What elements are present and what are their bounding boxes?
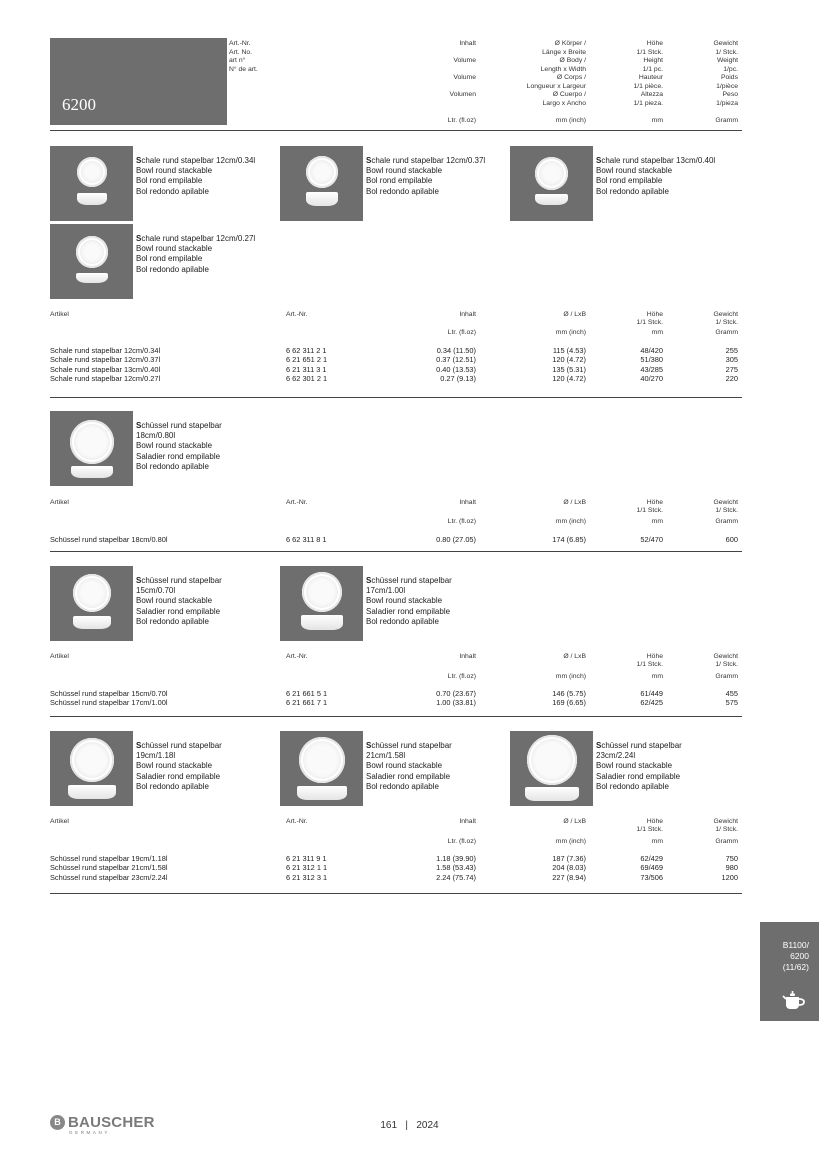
- logo-subline: GERMANY: [69, 1130, 110, 1135]
- cell-volume: 0.40 (13.53): [436, 364, 476, 374]
- cell-article: Schale rund stapelbar 12cm/0.27l: [50, 373, 161, 383]
- cell-article: Schale rund stapelbar 12cm/0.34l: [50, 346, 161, 355]
- cell-weight: 255: [725, 346, 738, 355]
- table-row: [0, 854, 819, 863]
- cell-volume: 1.18 (39.90): [436, 854, 476, 863]
- header-divider: [50, 130, 742, 131]
- cell-height: 48/420: [640, 346, 663, 355]
- cell-article: Schüssel rund stapelbar 19cm/1.18l: [50, 854, 168, 863]
- cell-diameter: 174 (6.85): [552, 535, 586, 544]
- cell-diameter: 120 (4.72): [552, 355, 586, 365]
- table-row: [0, 374, 819, 383]
- logo-wordmark: BAUSCHER: [68, 1113, 155, 1131]
- section-divider: [50, 397, 742, 398]
- cell-article: Schüssel rund stapelbar 15cm/0.70l: [50, 689, 168, 698]
- cell-weight: 1200: [721, 872, 738, 882]
- cell-height: 69/469: [640, 863, 663, 873]
- table-row: [0, 355, 819, 364]
- product-image: [510, 146, 593, 221]
- logo-mark: B: [50, 1115, 65, 1130]
- cell-art-nr: 6 62 301 2 1: [286, 373, 328, 383]
- series-label-box: [50, 38, 227, 125]
- table-row: [0, 346, 819, 355]
- cell-diameter: 146 (5.75): [552, 689, 586, 698]
- cell-weight: 275: [725, 364, 738, 374]
- cell-article: Schüssel rund stapelbar 18cm/0.80l: [50, 535, 168, 544]
- cell-weight: 600: [725, 535, 738, 544]
- product-image: [50, 731, 133, 806]
- cell-weight: 305: [725, 355, 738, 365]
- cell-volume: 0.70 (23.67): [436, 689, 476, 698]
- table-row: [0, 689, 819, 698]
- section-divider: [50, 551, 742, 552]
- cell-diameter: 115 (4.53): [552, 346, 586, 355]
- cell-diameter: 169 (6.65): [552, 698, 586, 708]
- cell-weight: 575: [725, 698, 738, 708]
- cell-weight: 750: [725, 854, 738, 863]
- product-image: [510, 731, 593, 806]
- cell-weight: 220: [725, 373, 738, 383]
- cell-height: 52/470: [640, 535, 663, 544]
- header-height-col: Höhe 1/1 Stck. Height 1/1 pc. Hauteur 1/1 pièce. Altezza 1/1 pieza. mm: [633, 40, 663, 124]
- header-artnr-col: Art.-Nr. Art. No. art n° N° de art.: [229, 40, 258, 73]
- cell-height: 61/449: [640, 689, 663, 698]
- table-row: [0, 873, 819, 882]
- cell-art-nr: 6 21 651 2 1: [286, 355, 328, 365]
- series-number: 6200: [62, 95, 96, 115]
- product-image: [280, 566, 363, 641]
- table-row: [0, 535, 819, 544]
- cell-article: Schale rund stapelbar 12cm/0.37l: [50, 355, 161, 365]
- cell-volume: 1.58 (53.43): [436, 863, 476, 873]
- header-weight-col: Gewicht 1/ Stck. Weight 1/pc. Poids 1/pièce Peso 1/pieza Gramm: [713, 40, 738, 124]
- cell-volume: 2.24 (75.74): [436, 872, 476, 882]
- page-separator: |: [405, 1120, 409, 1131]
- cell-art-nr: 6 21 661 7 1: [286, 698, 328, 708]
- cell-volume: 1.00 (33.81): [436, 698, 476, 708]
- cell-weight: 455: [725, 689, 738, 698]
- catalog-section-tab: B1100/ 6200 (11/62): [760, 922, 819, 1021]
- product-image: [50, 566, 133, 641]
- cell-article: Schale rund stapelbar 13cm/0.40l: [50, 364, 161, 374]
- table-row: [0, 698, 819, 707]
- cell-article: Schüssel rund stapelbar 21cm/1.58l: [50, 863, 168, 873]
- cell-diameter: 187 (7.36): [552, 854, 586, 863]
- page-footer: [0, 1120, 819, 1132]
- catalog-year: 2024: [416, 1120, 439, 1131]
- product-image: [50, 146, 133, 221]
- cell-art-nr: 6 62 311 2 1: [286, 346, 327, 355]
- cell-art-nr: 6 21 311 3 1: [286, 364, 327, 374]
- cell-art-nr: 6 21 312 1 1: [286, 863, 328, 873]
- cell-height: 43/285: [640, 364, 663, 374]
- section-divider: [50, 716, 742, 717]
- product-image: [50, 224, 133, 299]
- product-image: [50, 411, 133, 486]
- cell-diameter: 135 (5.31): [552, 364, 586, 374]
- product-image: [280, 731, 363, 806]
- cell-volume: 0.80 (27.05): [436, 535, 476, 544]
- cell-weight: 980: [725, 863, 738, 873]
- product-image: [280, 146, 363, 221]
- cell-diameter: 227 (8.94): [552, 872, 586, 882]
- section-divider: [50, 893, 742, 894]
- header-inhalt-col: Inhalt Volume Volume Volumen Ltr. (fl.oz): [447, 40, 476, 124]
- cell-art-nr: 6 21 661 5 1: [286, 689, 328, 698]
- cell-art-nr: 6 21 311 9 1: [286, 854, 327, 863]
- cell-height: 62/425: [640, 698, 663, 708]
- cell-height: 40/270: [640, 373, 663, 383]
- header-dimension-col: Ø Körper / Länge x Breite Ø Body / Length x Width Ø Corps / Longueur x Largeur Ø Cuerpo / Largo x Ancho mm (inch): [526, 40, 586, 124]
- cell-art-nr: 6 62 311 8 1: [286, 535, 327, 544]
- cell-article: Schüssel rund stapelbar 23cm/2.24l: [50, 872, 168, 882]
- table-row: [0, 365, 819, 374]
- cell-art-nr: 6 21 312 3 1: [286, 872, 328, 882]
- cell-article: Schüssel rund stapelbar 17cm/1.00l: [50, 698, 168, 708]
- page-number: 161: [380, 1120, 398, 1131]
- cell-height: 62/429: [640, 854, 663, 863]
- cell-diameter: 204 (8.03): [552, 863, 586, 873]
- cell-volume: 0.34 (11.50): [436, 346, 476, 355]
- teapot-icon: [782, 989, 806, 1011]
- cell-height: 51/380: [640, 355, 663, 365]
- cell-height: 73/506: [640, 872, 663, 882]
- table-row: [0, 863, 819, 872]
- cell-volume: 0.27 (9.13): [440, 373, 476, 383]
- cell-diameter: 120 (4.72): [552, 373, 586, 383]
- cell-volume: 0.37 (12.51): [436, 355, 476, 365]
